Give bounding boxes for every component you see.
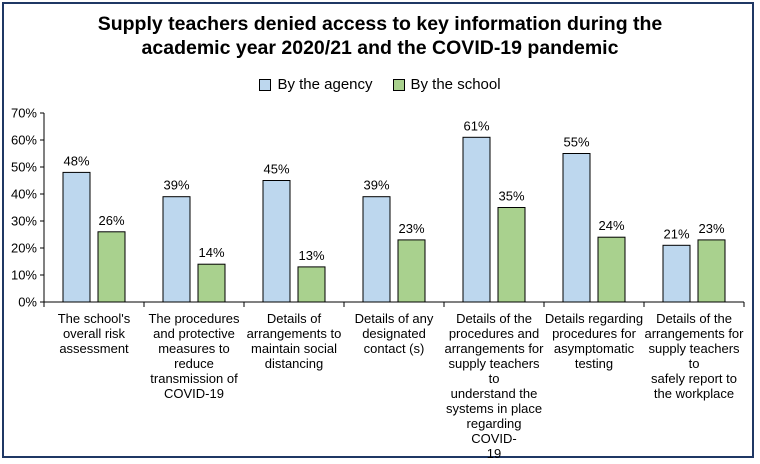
data-label-school: 23%: [398, 220, 425, 236]
bar-agency: [463, 137, 490, 302]
category-label-line: procedures for: [552, 326, 636, 341]
category-label-line: Details of: [266, 311, 322, 326]
category-label-line: procedures and: [448, 326, 540, 341]
data-label-agency: 48%: [63, 153, 90, 169]
category-label-line: arrangements to: [246, 326, 342, 341]
y-tick-label: 20%: [10, 240, 37, 256]
chart-title-line-2: academic year 2020/21 and the COVID-19 pandemic: [141, 37, 619, 59]
category-label: [144, 311, 244, 401]
category-label-line: arrangements for: [444, 341, 544, 356]
category-label-line: COVID-19: [164, 386, 224, 401]
bar-school: [698, 240, 725, 302]
category-label-line: the workplace: [653, 386, 735, 401]
data-label-school: 24%: [598, 218, 625, 234]
category-label: [344, 311, 444, 356]
category-label-line: supply teachers to: [648, 341, 740, 371]
category-label: [544, 311, 644, 371]
category-label-line: designated: [362, 326, 426, 341]
data-label-school: 35%: [498, 188, 525, 204]
bar-school: [98, 232, 125, 302]
data-label-agency: 45%: [263, 161, 290, 177]
category-label-line: transmission of: [150, 371, 238, 386]
category-label-line: The school's: [57, 311, 131, 326]
bar-school: [198, 264, 225, 302]
category-label-line: Details of any: [354, 311, 434, 326]
chart-title-line-1: Supply teachers denied access to key information during the: [97, 13, 663, 35]
category-label-line: distancing: [264, 356, 324, 371]
y-tick-label: 70%: [10, 105, 37, 121]
bar-agency: [563, 154, 590, 303]
bar-agency: [363, 197, 390, 302]
bar-school: [398, 240, 425, 302]
y-tick-label: 0%: [18, 294, 37, 310]
category-label-line: measures to: [158, 341, 230, 356]
category-label: [444, 311, 544, 461]
category-label-line: overall risk: [62, 326, 126, 341]
bar-agency: [263, 181, 290, 303]
data-label-agency: 61%: [463, 118, 490, 134]
category-label-line: and protective: [153, 326, 235, 341]
category-label: [644, 311, 744, 401]
data-label-school: 14%: [198, 245, 225, 261]
y-tick-label: 40%: [10, 186, 37, 202]
data-label-agency: 39%: [363, 177, 390, 193]
category-label: [44, 311, 144, 356]
bar-agency: [63, 172, 90, 302]
category-label-line: asymptomatic: [553, 341, 635, 356]
category-label-line: Details regarding: [544, 311, 644, 326]
category-label-line: Details of the: [456, 311, 532, 326]
category-label-line: supply teachers to: [448, 356, 540, 386]
bar-school: [598, 237, 625, 302]
data-label-school: 23%: [698, 220, 725, 236]
category-label: [244, 311, 344, 371]
bar-school: [298, 267, 325, 302]
y-tick-label: 10%: [10, 267, 37, 283]
data-label-agency: 39%: [163, 177, 190, 193]
category-label-line: assessment: [59, 341, 129, 356]
y-tick-label: 60%: [10, 132, 37, 148]
data-label-agency: 21%: [663, 226, 690, 242]
legend-label-school: By the school: [410, 76, 501, 93]
category-label-line: arrangements for: [644, 326, 744, 341]
category-label-line: systems in place: [445, 401, 543, 416]
category-label-line: regarding COVID-: [466, 416, 522, 446]
category-label-line: contact (s): [363, 341, 425, 356]
bar-school: [498, 208, 525, 303]
category-label-line: 19: [486, 446, 502, 461]
y-tick-label: 50%: [10, 159, 37, 175]
bar-agency: [663, 245, 690, 302]
data-label-school: 13%: [298, 247, 325, 263]
category-label-line: testing: [574, 356, 614, 371]
category-label-line: safely report to: [651, 371, 737, 386]
legend-label-agency: By the agency: [277, 76, 373, 93]
data-label-school: 26%: [98, 212, 125, 228]
y-tick-label: 30%: [10, 213, 37, 229]
category-label-line: understand the: [450, 386, 538, 401]
bar-agency: [163, 197, 190, 302]
category-label-line: reduce: [174, 356, 214, 371]
data-label-agency: 55%: [563, 134, 590, 150]
category-label-line: The procedures: [148, 311, 240, 326]
category-label-line: Details of the: [656, 311, 732, 326]
category-label-line: maintain social: [251, 341, 337, 356]
